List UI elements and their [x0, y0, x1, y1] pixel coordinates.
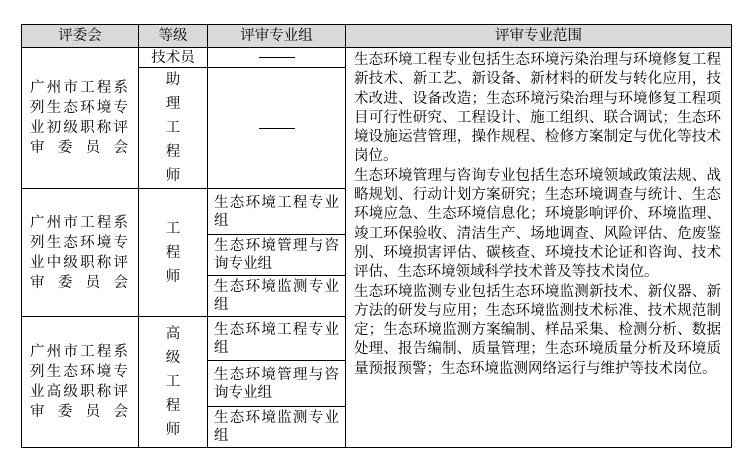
- junior-row-1: [22, 48, 732, 68]
- junior-committee-cell: 广州市工程系列生态环境专业初级职称评审委员会: [22, 48, 139, 189]
- evaluation-table: [21, 24, 732, 448]
- middle-group-monitoring: 生态环境监测专业组: [208, 276, 346, 317]
- junior-level-assistant: 助理工程师: [139, 68, 208, 189]
- senior-group-monitoring: 生态环境监测专业组: [208, 407, 346, 448]
- middle-group-engineering: 生态环境工程专业组: [208, 189, 346, 235]
- junior-group-dash-1: [208, 48, 346, 68]
- document: [21, 24, 731, 448]
- header-groups: 评审专业组: [208, 25, 346, 48]
- middle-committee-cell: 广州市工程系列生态环境专业中级职称评审委员会: [22, 189, 139, 317]
- header-row: [22, 25, 732, 48]
- middle-group-management: 生态环境管理与咨询专业组: [208, 235, 346, 276]
- header-committee: 评委会: [22, 25, 139, 48]
- senior-group-management: 生态环境管理与咨询专业组: [208, 361, 346, 407]
- junior-scope: 生态环境工程专业包括生态环境污染治理与环境修复工程新技术、新工艺、新设备、新材料的研发与转化应用，技术改进、设备改造；生态环境污染治理与环境修复工程项目可行性研究、工程设计、施工组织、联合调试；生态环境设施运营管理，操作规程、检修方案制定与优化等技术岗位。: [354, 52, 721, 165]
- junior-level-technician: 技术员: [139, 48, 208, 68]
- senior-level-cell: 高级工程师: [139, 317, 208, 448]
- senior-committee-cell: 广州市工程系列生态环境专业高级职称评审委员会: [22, 317, 139, 448]
- junior-group-dash-2: [208, 68, 346, 189]
- middle-level-cell: 工程师: [139, 189, 208, 317]
- header-level: 等级: [139, 25, 208, 48]
- header-scope: 评审专业范围: [346, 25, 732, 48]
- senior-group-engineering: 生态环境工程专业组: [208, 317, 346, 361]
- senior-scope: 生态环境监测专业包括生态环境监测新技术、新仪器、新方法的研发与应用；生态环境监测技术标准、技术规范制定；生态环境监测方案编制、样品采集、检测分析、数据处理、报告编制、质量管理；生态环境质量分析及环境质量预报预警；生态环境监测网络运行与维护等技术岗位。: [354, 283, 721, 377]
- scope-cell: [346, 48, 732, 448]
- middle-scope: 生态环境管理与咨询专业包括生态环境领域政策法规、战略规划、行动计划方案研究；生态环境调查与统计、生态环境应急、生态环境信息化；环境影响评价、环境监理、竣工环保验收、清洁生产、场地调查、风险评估、危废鉴别、环境损害评估、碳核查、环境技术论证和咨询、技术评估、生态环境领域科学技术普及等技术岗位。: [354, 167, 721, 281]
